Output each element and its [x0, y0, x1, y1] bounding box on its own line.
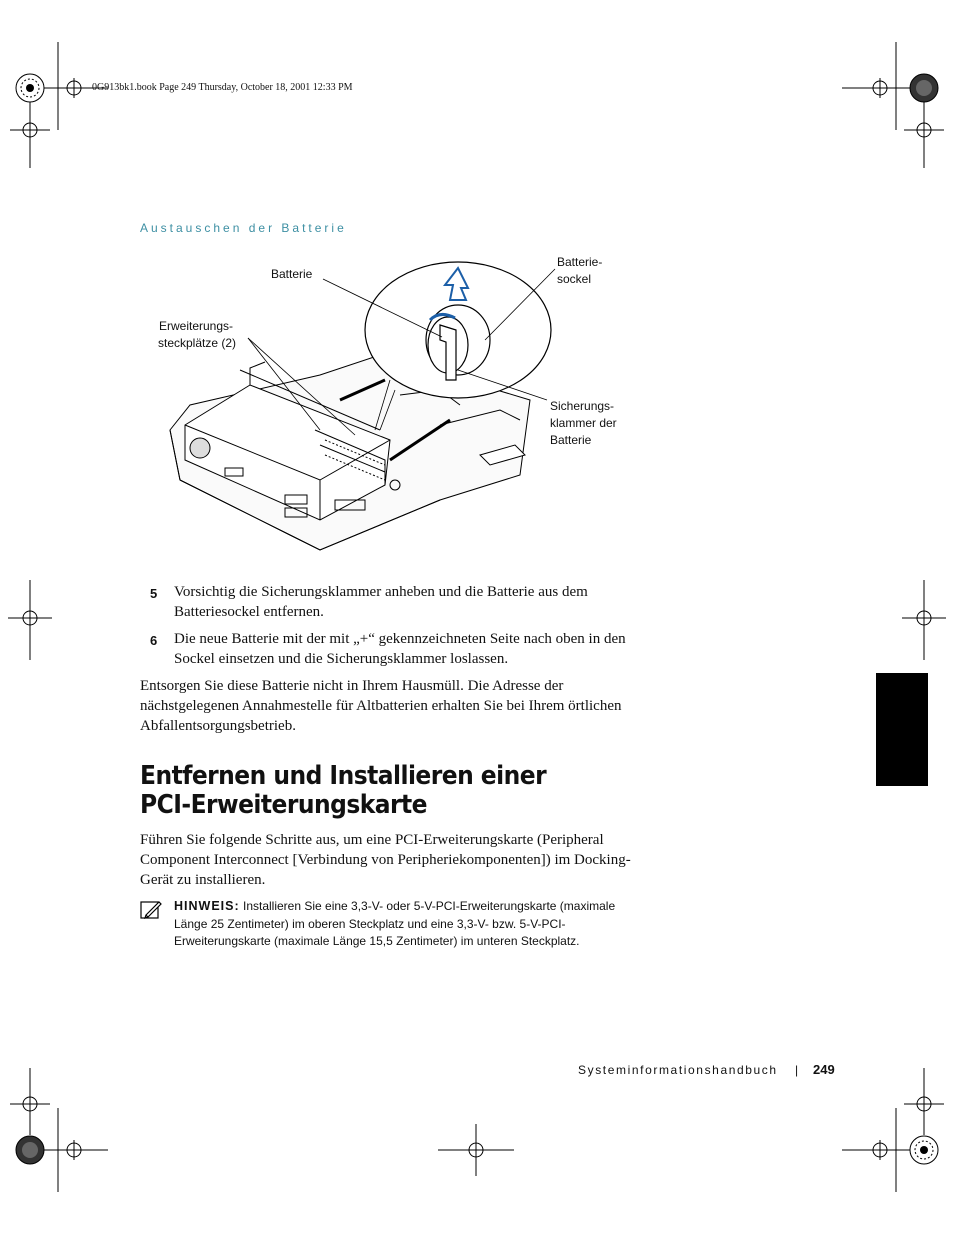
pencil-note-icon — [140, 900, 162, 920]
footer-separator: | — [795, 1063, 799, 1077]
label-clip-1: Sicherungs- — [550, 399, 615, 413]
step-number: 6 — [150, 633, 158, 648]
battery-figure — [140, 250, 640, 555]
step-number: 5 — [150, 586, 158, 601]
label-slots-2: steckplätze (2) — [158, 336, 237, 350]
step-text: Vorsichtig die Sicherungsklammer anheben und die Batterie aus dem Batteriesockel entfernen. — [174, 584, 588, 620]
section-label: Austauschen der Batterie — [140, 221, 347, 235]
section-heading — [140, 762, 608, 820]
heading-line-2: PCI-Erweiterungskarte — [140, 790, 427, 820]
step-text: Die neue Batterie mit der mit „+“ gekennzeichneten Seite nach oben in den Sockel einsetzen und die Sicherungsklammer loslassen. — [174, 631, 626, 667]
label-clip-2: klammer der — [550, 416, 617, 430]
label-slots-1: Erweiterungs- — [159, 319, 234, 333]
note-text: Installieren Sie eine 3,3-V- oder 5-V-PCI-Erweiterungskarte (maximale Länge 25 Zentimeter) im oberen Steckplatz und eine 3,3-V- bzw. 5-V-PCI-Erweiterungskarte (maximale Länge 15,5 Zentimeter) im unteren Steckplatz. — [174, 899, 616, 948]
chapter-thumb-tab — [876, 673, 928, 786]
label-sockel-2: sockel — [557, 272, 592, 286]
label-clip-3: Batterie — [550, 433, 592, 447]
page-number: 249 — [813, 1062, 835, 1077]
step-6 — [150, 629, 640, 669]
heading-line-1: Entfernen und Installieren einer — [140, 761, 547, 791]
step-5 — [150, 582, 640, 622]
label-batterie: Batterie — [271, 267, 313, 281]
footer-title: Systeminformationshandbuch — [578, 1063, 778, 1077]
note-text-block — [174, 898, 639, 951]
note-label: HINWEIS: — [174, 899, 240, 913]
print-header: 0G913bk1.book Page 249 Thursday, October 18, 2001 12:33 PM — [92, 82, 353, 93]
label-sockel-1: Batterie- — [557, 255, 603, 269]
intro-paragraph: Führen Sie folgende Schritte aus, um eine PCI-Erweiterungskarte (Peripheral Component Interconnect [Verbindung von Peripheriekomponenten]) im Docking-Gerät zu installieren. — [140, 832, 631, 888]
disposal-paragraph: Entsorgen Sie diese Batterie nicht in Ihrem Hausmüll. Die Adresse der nächstgelegenen Annahmestelle für Altbatterien erhalten Sie bei Ihrem örtlichen Abfallentsorgungsbetrieb. — [140, 678, 622, 734]
